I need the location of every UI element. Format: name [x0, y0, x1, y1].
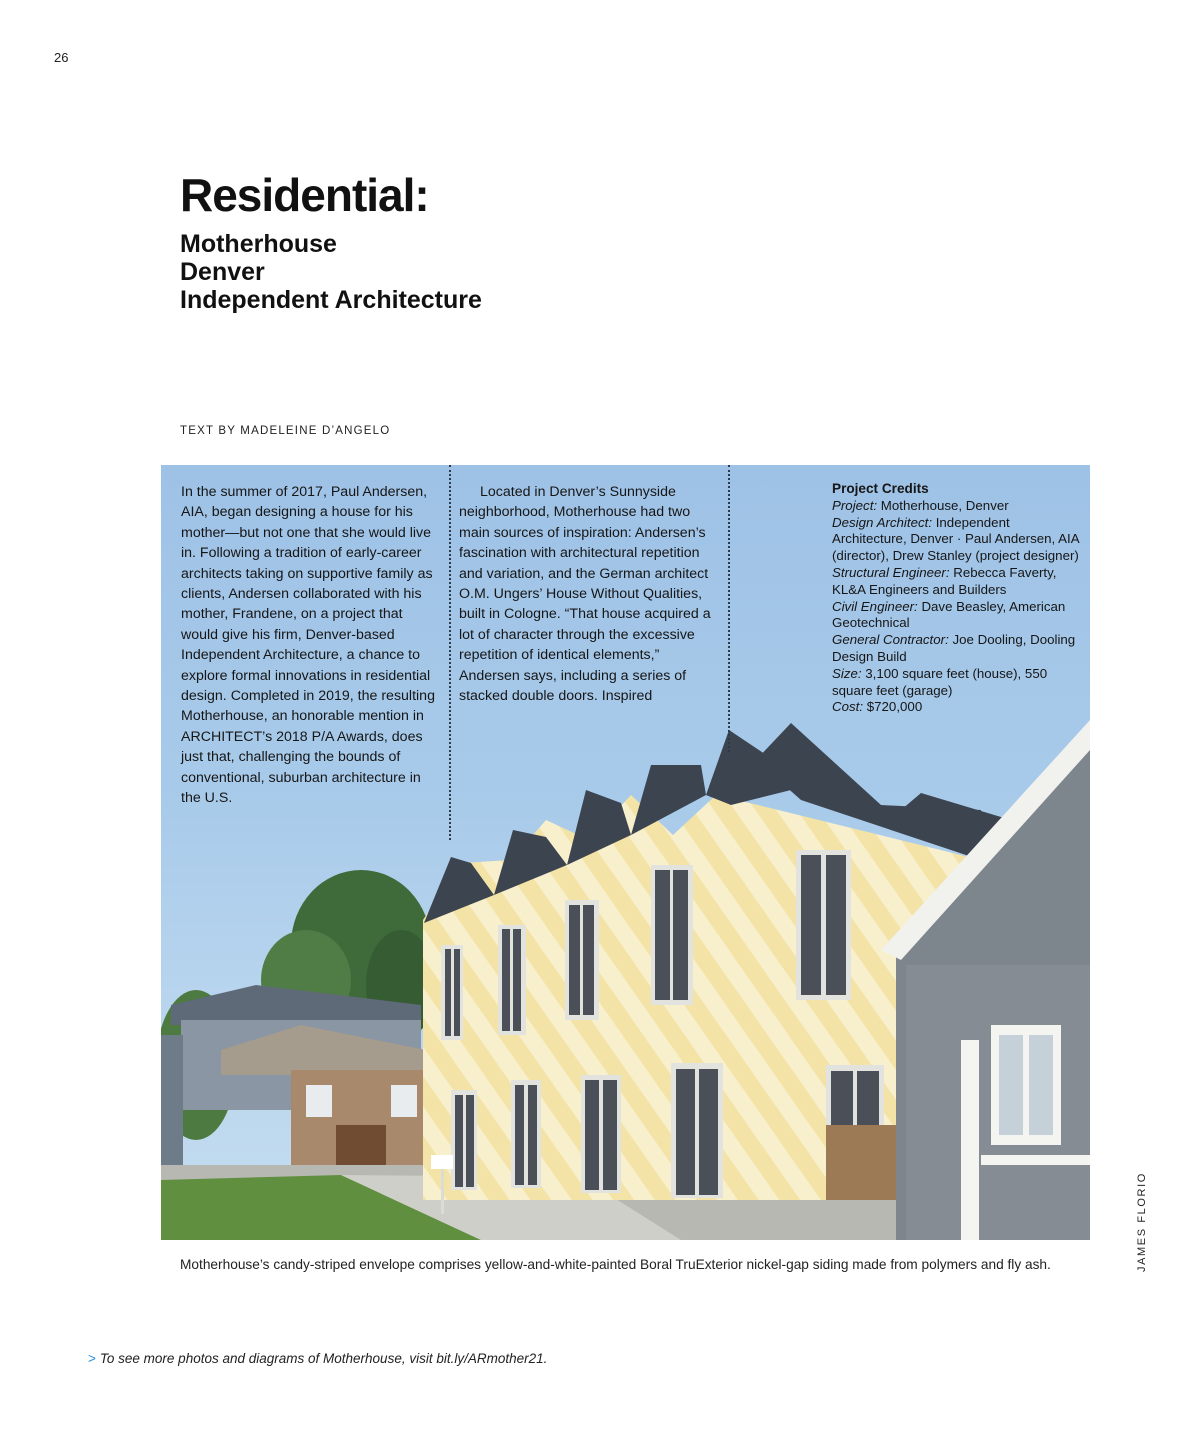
- photo-caption: Motherhouse’s candy-striped envelope comprises yellow-and-white-painted Boral TruExterior nickel-gap siding made from polymers and fly ash.: [180, 1257, 1051, 1272]
- photo-credit: JAMES FLORIO: [1136, 1172, 1148, 1272]
- column-divider-1: [449, 465, 451, 840]
- credits-title: Project Credits: [832, 481, 929, 496]
- neighbor-house-right: [881, 720, 1090, 1240]
- credit-cost: Cost: $720,000: [832, 699, 923, 715]
- subhead-firm: Independent Architecture: [180, 286, 482, 314]
- footer-link-text[interactable]: To see more photos and diagrams of Motherhouse, visit bit.ly/ARmother21.: [99, 1351, 548, 1366]
- subhead-project: Motherhouse: [180, 230, 337, 258]
- credit-size: Size: 3,100 square feet (house), 550 square feet (garage): [832, 665, 1048, 698]
- neighbor-house-left: [161, 985, 426, 1175]
- byline: TEXT BY MADELEINE D’ANGELO: [180, 425, 391, 437]
- project-credits: [832, 481, 1082, 716]
- subhead: [180, 230, 482, 314]
- body-column-1: In the summer of 2017, Paul Andersen, AIA, began designing a house for his mother—but not one that she would live in. Following a tradition of early-career architects taking on supportive family as clients, Andersen collaborated with his mother, Frandene, on a project that would give his firm, Denver-based Independent Architecture, a chance to explore formal innovations in residential design. Completed in 2019, the resulting Motherhouse, an honorable mention in ARCHITECT’s 2018 P/A Awards, does just that, challenging the bounds of conventional, suburban architecture in the U.S.: [181, 484, 435, 807]
- body-column-2: Located in Denver’s Sunnyside neighborhood, Motherhouse had two main sources of inspiration: Andersen’s fascination with architectural repetition and variation, and the German architect O.M. Ungers’ House Without Qualities, built in Cologne. “That house acquired a lot of character through the excessive repetition of identical elements,” Andersen says, including a series of stacked double doors. Inspired: [459, 484, 711, 705]
- headline: Residential:: [180, 169, 429, 221]
- page-number: 26: [54, 50, 69, 65]
- credit-design-architect: Design Architect: Independent Architecture, Denver · Paul Andersen, AIA (director), Drew Stanley (project designer): [832, 514, 1079, 564]
- credit-general-contractor: General Contractor: Joe Dooling, Dooling Design Build: [832, 632, 1076, 664]
- credit-civil-engineer: Civil Engineer: Dave Beasley, American Geotechnical: [832, 598, 1066, 631]
- credit-structural-engineer: Structural Engineer: Rebecca Faverty, KL&A Engineers and Builders: [832, 564, 1057, 597]
- hero-photo: [161, 465, 1090, 1240]
- credit-project: Project: Motherhouse, Denver: [832, 497, 1009, 513]
- column-divider-2: [728, 465, 730, 752]
- footer-note: [88, 1351, 547, 1366]
- subhead-city: Denver: [180, 258, 265, 286]
- chevron-right-icon: >: [88, 1351, 96, 1366]
